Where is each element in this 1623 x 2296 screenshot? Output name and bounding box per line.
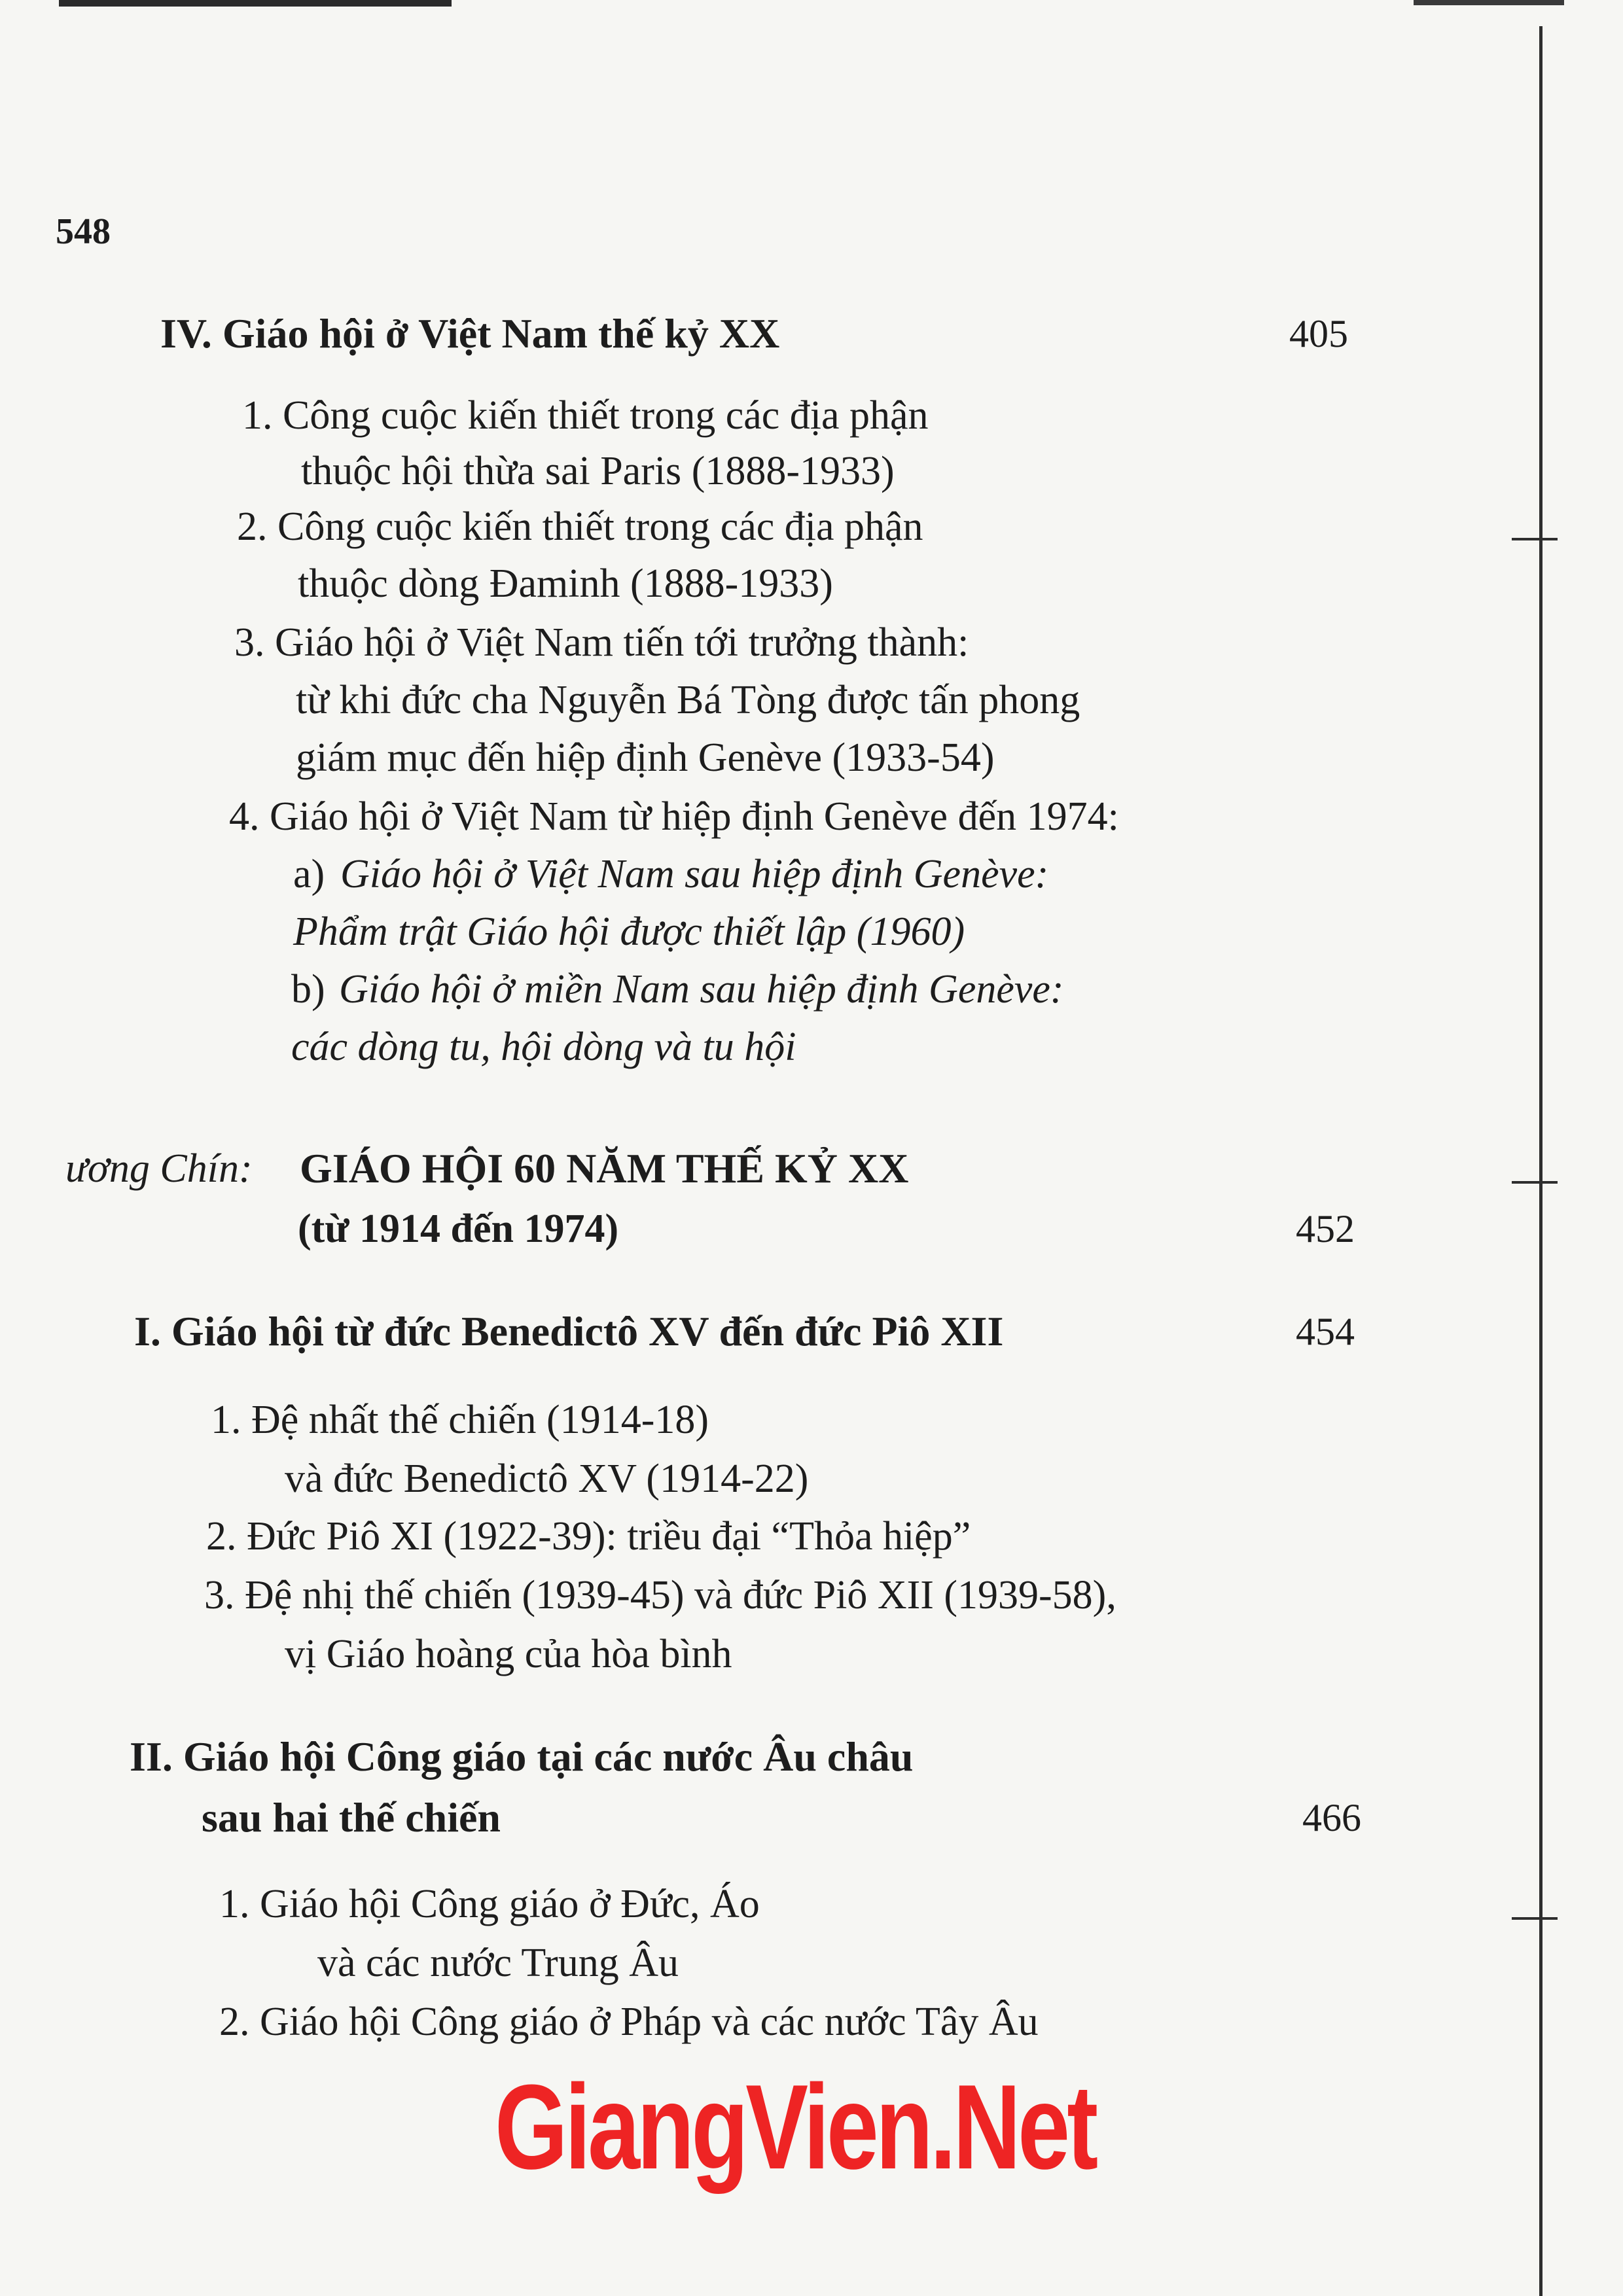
toc-subitem-label-b: b) [291, 967, 325, 1012]
scan-tick [1512, 538, 1558, 540]
toc-item-ii-2: 2. Giáo hội Công giáo ở Pháp và các nước Tây Âu [219, 2000, 1039, 2044]
chapter-prefix: ương Chín: [65, 1146, 253, 1191]
scan-edge-right [1539, 26, 1543, 2296]
page-number: 548 [56, 211, 111, 252]
chapter-page: 452 [1296, 1207, 1355, 1250]
toc-subitem-a-cont: Phẩm trật Giáo hội được thiết lập (1960) [293, 910, 965, 954]
toc-item-ii-1-cont: và các nước Trung Âu [317, 1941, 679, 1985]
toc-subitem-b-cont: các dòng tu, hội dòng và tu hội [291, 1025, 796, 1069]
section-heading-ii: II. Giáo hội Công giáo tại các nước Âu châu [130, 1733, 914, 1780]
scan-tick [1512, 1181, 1558, 1184]
toc-subitem-label-a: a) [293, 852, 325, 896]
toc-subitem-a: Giáo hội ở Việt Nam sau hiệp định Genève: [340, 852, 1049, 896]
toc-item-iv-3: 3. Giáo hội ở Việt Nam tiến tới trưởng thành: [234, 620, 969, 665]
scan-edge-top [59, 0, 452, 7]
section-page-ii: 466 [1302, 1796, 1361, 1839]
section-heading-i: I. Giáo hội từ đức Benedictô XV đến đức Piô XII [134, 1308, 1004, 1354]
toc-item-iv-4: 4. Giáo hội ở Việt Nam từ hiệp định Genève đến 1974: [229, 794, 1119, 839]
toc-item-ii-1: 1. Giáo hội Công giáo ở Đức, Áo [219, 1882, 760, 1926]
section-heading-ii-cont: sau hai thế chiến [202, 1794, 501, 1841]
chapter-subtitle: (từ 1914 đến 1974) [298, 1207, 619, 1251]
scan-tick [1512, 1917, 1558, 1920]
toc-item-iv-2: 2. Công cuộc kiến thiết trong các địa phận [237, 504, 923, 549]
toc-subitem-b: Giáo hội ở miền Nam sau hiệp định Genève: [339, 967, 1064, 1012]
toc-item-iv-3-cont: từ khi đức cha Nguyễn Bá Tòng được tấn phong [296, 678, 1080, 722]
toc-item-i-3-cont: vị Giáo hoàng của hòa bình [285, 1632, 732, 1676]
watermark-logo: GiangVien.Net [495, 2059, 1096, 2194]
toc-item-iv-1: 1. Công cuộc kiến thiết trong các địa phận [242, 393, 929, 438]
section-heading-iv: IV. Giáo hội ở Việt Nam thế kỷ XX [160, 310, 780, 357]
chapter-title: GIÁO HỘI 60 NĂM THẾ KỶ XX [300, 1145, 909, 1192]
toc-item-i-1: 1. Đệ nhất thế chiến (1914-18) [211, 1398, 709, 1442]
toc-item-iv-2-cont: thuộc dòng Đaminh (1888-1933) [298, 561, 833, 606]
toc-item-iv-3-cont: giám mục đến hiệp định Genève (1933-54) [296, 735, 995, 780]
section-page-iv: 405 [1289, 312, 1348, 355]
scan-edge-top-right [1414, 0, 1564, 5]
section-page-i: 454 [1296, 1310, 1355, 1353]
toc-item-i-2: 2. Đức Piô XI (1922-39): triều đại “Thỏa hiệp” [206, 1514, 971, 1559]
toc-item-iv-1-cont: thuộc hội thừa sai Paris (1888-1933) [301, 449, 895, 493]
toc-item-i-3: 3. Đệ nhị thế chiến (1939-45) và đức Piô XII (1939-58), [204, 1573, 1116, 1617]
toc-item-i-1-cont: và đức Benedictô XV (1914-22) [285, 1457, 809, 1501]
